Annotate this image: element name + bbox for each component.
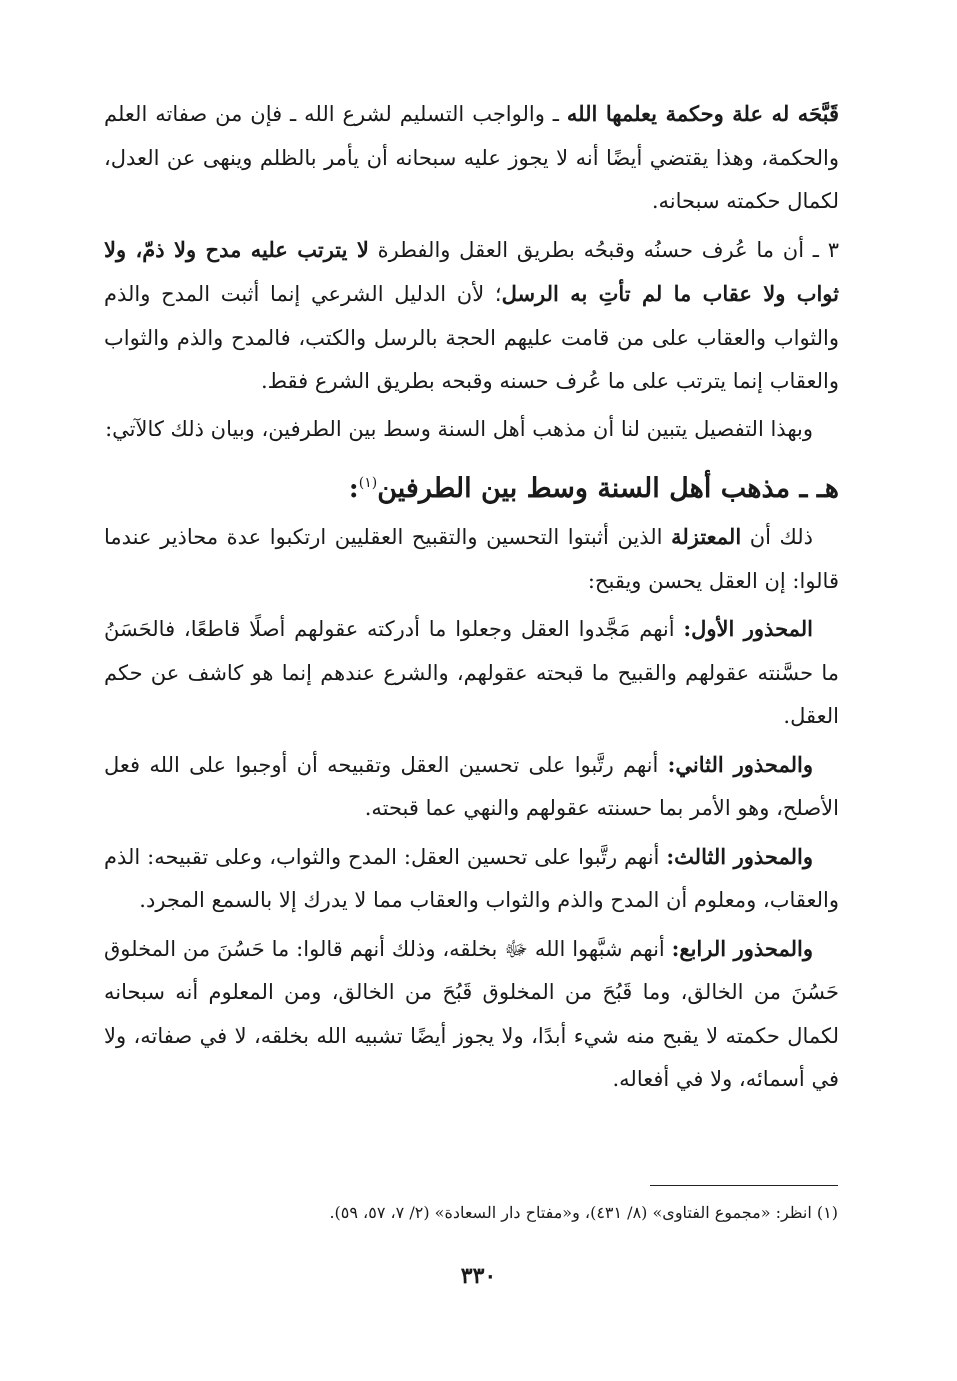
caveat-title: والمحذور الثاني:: [667, 751, 813, 777]
paragraph-text: الذين أثبتوا التحسين والتقبيح العقليين ارتكبوا عدة محاذير عندما قالوا: إن العقل يحسن ويقبح:: [104, 525, 839, 593]
bold-term: المعتزلة: [671, 524, 742, 549]
heading-colon: :: [348, 473, 359, 504]
paragraph-text: أنهم شبَّهوا الله ﷻ بخلقه، وذلك أنهم قالوا: ما حَسُنَ من المخلوق حَسُنَ من الخالق، وما قَبُحَ من المخلوق قَبُحَ من الخالق، ومن المعلوم أنه سبحانه لكمال حكمته لا يقبح منه شيء أبدًا، ولا يجوز أيضًا تشبيه الله بخلقه، لا في صفاته، ولا في أسمائه، ولا في أفعاله.: [104, 936, 839, 1091]
section-heading: [104, 459, 839, 513]
paragraph-caveat-1: [104, 607, 839, 739]
paragraph-text: أنهم رتَّبوا على تحسين العقل وتقبيحه أن أوجبوا على الله فعل الأصلح، وهو الأمر بما حسنته عقولهم والنهي عما قبحته.: [104, 752, 839, 820]
paragraph-text: ٣ ـ أن ما عُرف حسنُه وقبحُه بطريق العقل والفطرة: [368, 237, 839, 262]
bold-phrase: قَبَّحَه له علة وحكمة يعلمها الله: [566, 101, 839, 126]
caveat-title: والمحذور الرابع:: [671, 935, 813, 961]
paragraph-text: أنهم رتَّبوا على تحسين العقل: المدح والثواب، وعلى تقبيحه: الذم والعقاب، ومعلوم أن المدح والذم والثواب والعقاب مما لا يدرك إلا بالسمع المجرد.: [104, 844, 839, 912]
paragraph-point-3: [104, 228, 839, 404]
footnote: (١) انظر: «مجموع الفتاوى» (٨/ ٤٣١)، و«مفتاح دار السعادة» (٢/ ٧، ٥٧، ٥٩).: [329, 1203, 838, 1222]
paragraph-text: ؛ لأن الدليل الشرعي إنما أثبت المدح والذم والثواب والعقاب على من قامت عليهم الحجة بالرسل والكتب، فالمدح والذم والثواب والعقاب إنما يترتب على ما عُرف حسنه وقبحه بطريق الشرع فقط.: [104, 282, 839, 393]
paragraph-caveat-3: [104, 835, 839, 923]
bold-phrase: لا يترتب عليه مدح ولا ذمّ، ولا ثواب ولا عقاب ما لم تأتِ به الرسل: [104, 236, 839, 306]
caveat-title: المحذور الأول:: [683, 616, 813, 641]
footnote-divider: [650, 1185, 838, 1186]
paragraph-text: ذلك أن: [741, 525, 814, 549]
paragraph-text: أنهم مَجَّدوا العقل وجعلوا ما أدركته عقولهم أصلًا قاطعًا، فالحَسَنُ ما حسَّنته عقولهم والقبيح ما قبحته عقولهم، والشرع عندهم إنما هو كاشف عن حكم العقل.: [104, 617, 839, 728]
paragraph-text: ـ والواجب التسليم لشرع الله ـ فإن من صفاته العلم والحكمة، وهذا يقتضي أيضًا أنه لا يجوز عليه سبحانه أن يأمر بالظلم وينهى عن العدل، لكمال حكمته سبحانه.: [104, 102, 839, 213]
paragraph-mutazila: [104, 515, 839, 603]
paragraph-summary: وبهذا التفصيل يتبين لنا أن مذهب أهل السنة وسط بين الطرفين، وبيان ذلك كالآتي:: [105, 416, 813, 441]
caveat-title: والمحذور الثالث:: [666, 843, 813, 869]
paragraph-caveat-4: [104, 927, 839, 1102]
paragraph-1: [104, 92, 839, 224]
page-body: [104, 92, 839, 1106]
page-number: ٣٣٠: [460, 1263, 497, 1289]
paragraph-caveat-2: [104, 743, 839, 831]
heading-text: هـ ـ مذهب أهل السنة وسط بين الطرفين: [377, 473, 839, 504]
footnote-ref: (١): [358, 475, 378, 491]
